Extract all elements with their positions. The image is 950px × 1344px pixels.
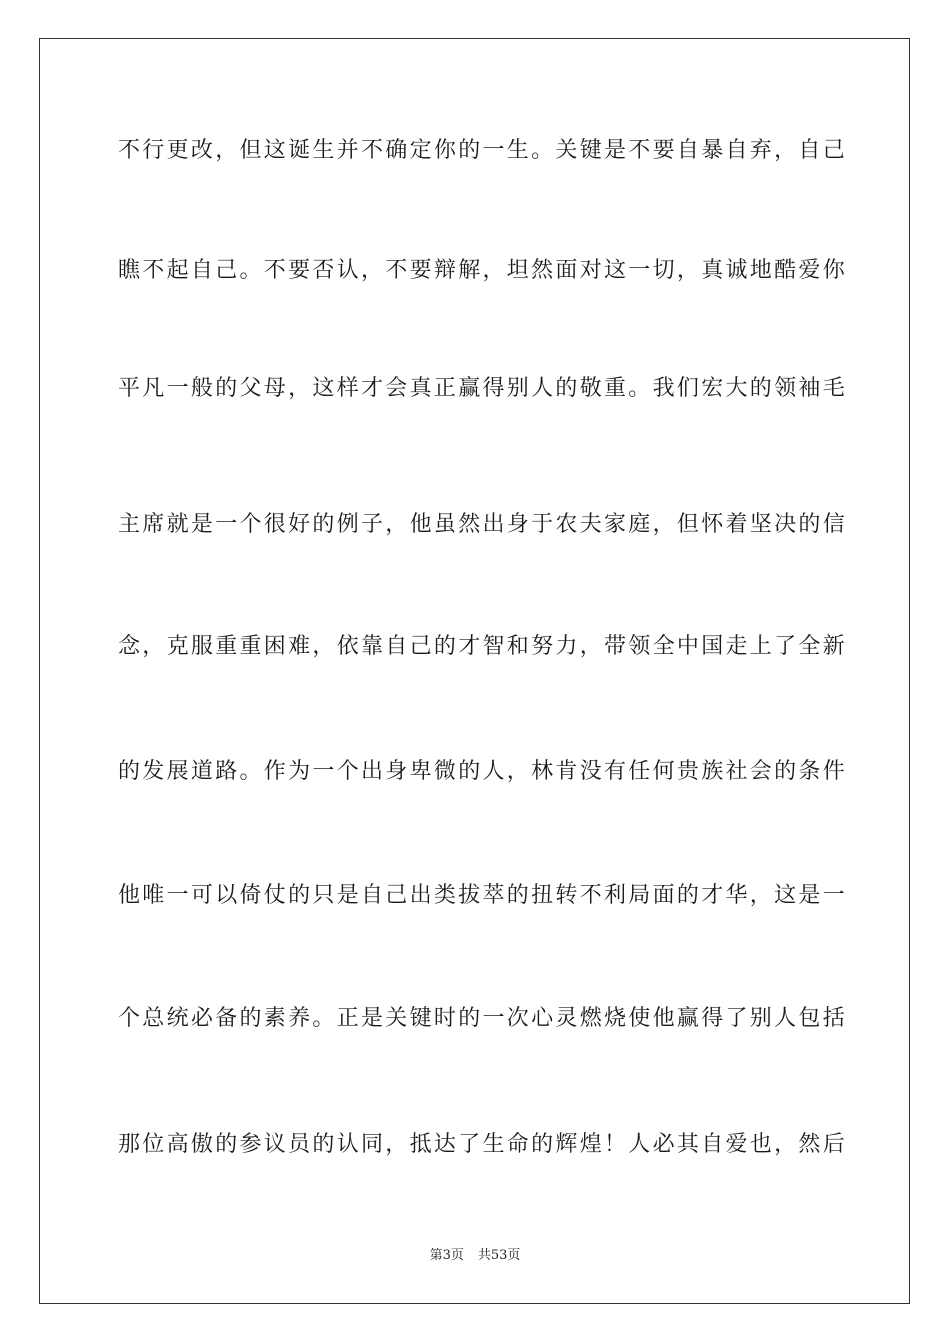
body-text-line: 那位高傲的参议员的认同，抵达了生命的辉煌！人必其自爱也，然后	[118, 1132, 848, 1157]
page-border	[39, 38, 910, 1304]
body-text-line: 瞧不起自己。不要否认，不要辩解，坦然面对这一切，真诚地酷爱你	[118, 258, 848, 283]
body-text-line: 不行更改，但这诞生并不确定你的一生。关键是不要自暴自弃，自己	[118, 138, 848, 163]
body-text-line: 他唯一可以倚仗的只是自己出类拔萃的扭转不利局面的才华，这是一	[118, 883, 848, 908]
body-text-line: 的发展道路。作为一个出身卑微的人，林肯没有任何贵族社会的条件	[118, 759, 848, 784]
page-footer	[0, 1247, 950, 1265]
body-text-line: 平凡一般的父母，这样才会真正赢得别人的敬重。我们宏大的领袖毛	[118, 376, 848, 401]
total-pages: 共53页	[477, 1248, 521, 1263]
body-text-line: 个总统必备的素养。正是关键时的一次心灵燃烧使他赢得了别人包括	[118, 1006, 848, 1031]
body-text-line: 念，克服重重困难，依靠自己的才智和努力，带领全中国走上了全新	[118, 634, 848, 659]
body-text-line: 主席就是一个很好的例子，他虽然出身于农夫家庭，但怀着坚决的信	[118, 512, 848, 537]
page-number: 第3页	[429, 1248, 464, 1263]
